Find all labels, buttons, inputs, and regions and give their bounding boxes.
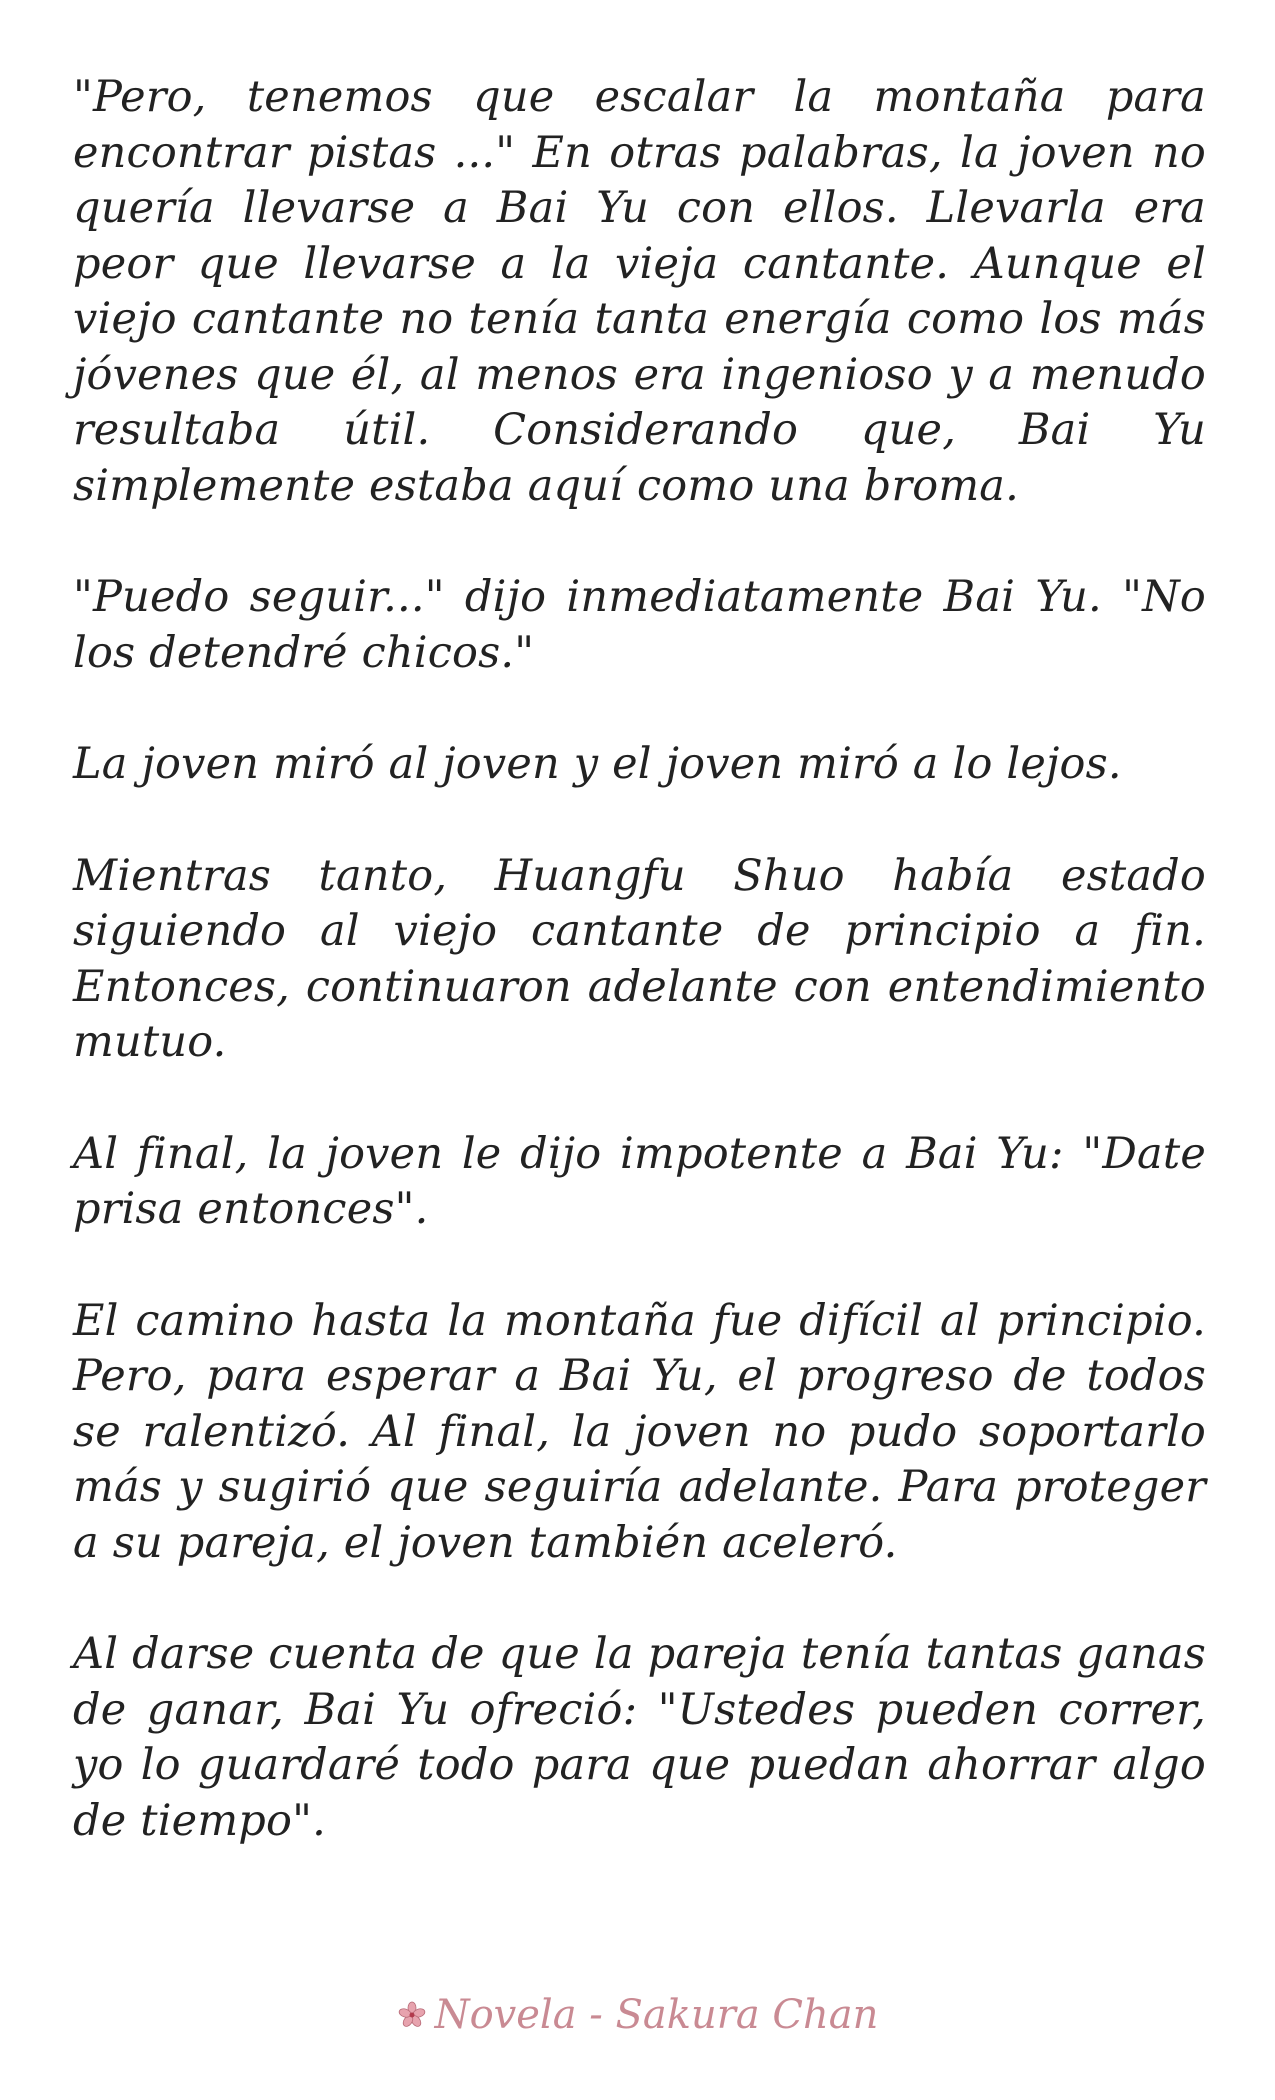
- paragraph-3: La joven miró al joven y el joven miró a lo lejos.: [73, 739, 1122, 789]
- paragraph-7: Al darse cuenta de que la pareja tenía tantas ganas de ganar, Bai Yu ofreció: "Ustedes pueden correr, yo lo guardaré todo para que puedan ahorrar algo de tiempo".: [73, 1629, 1206, 1846]
- paragraph-1: "Pero, tenemos que escalar la montaña para encontrar pistas ..." En otras palabras, la joven no quería llevarse a Bai Yu con ellos. Llevarla era peor que llevarse a la vieja cantante. Aunque el viejo cantante no tenía tanta energía como los más jóvenes que él, al menos era ingenioso y a menudo resultaba útil. Considerando que, Bai Yu simplemente estaba aquí como una broma.: [73, 72, 1206, 511]
- paragraph-5: Al final, la joven le dijo impotente a Bai Yu: "Date prisa entonces".: [73, 1128, 1206, 1234]
- document-body: [73, 70, 1206, 1905]
- paragraph-2: "Puedo seguir..." dijo inmediatamente Bai Yu. "No los detendré chicos.": [73, 572, 1206, 678]
- paragraph-6: El camino hasta la montaña fue difícil al principio. Pero, para esperar a Bai Yu, el progreso de todos se ralentizó. Al final, la joven no pudo soportarlo más y sugirió que seguiría adelante. Para proteger a su pareja, el joven también aceleró.: [73, 1295, 1206, 1568]
- sakura-flower-icon: [397, 1994, 427, 2024]
- watermark-text: Novela - Sakura Chan: [434, 1992, 879, 2038]
- watermark: [0, 1992, 1275, 2038]
- paragraph-4: Mientras tanto, Huangfu Shuo había estado siguiendo al viejo cantante de principio a fin. Entonces, continuaron adelante con entendimiento mutuo.: [73, 850, 1206, 1067]
